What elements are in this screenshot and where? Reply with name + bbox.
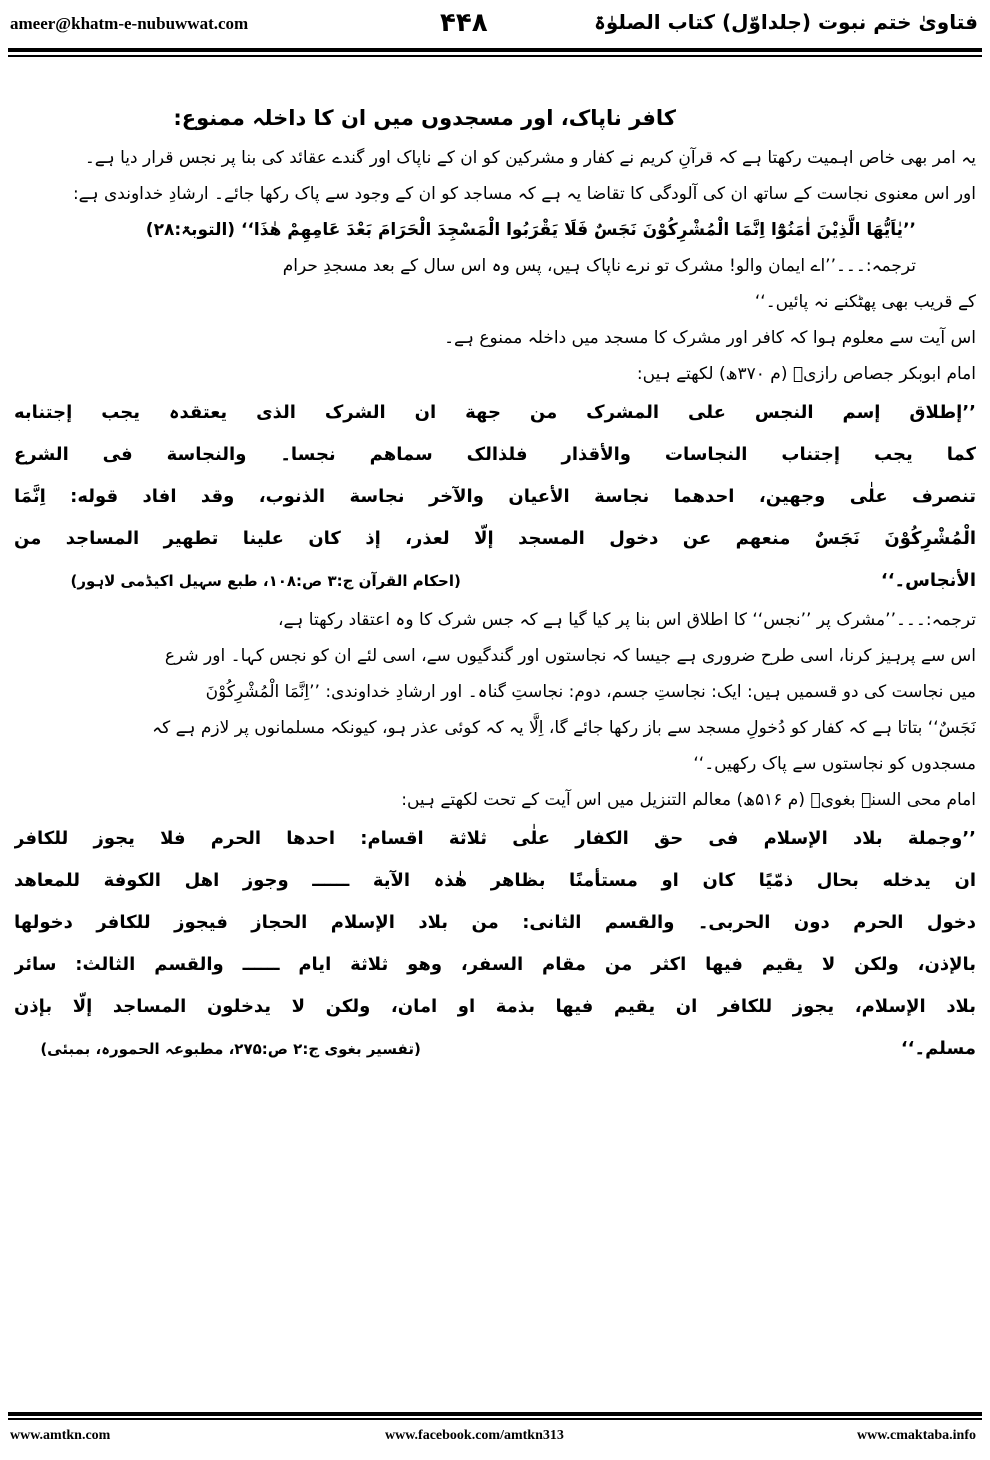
paragraph-line: نَجَسٌ‘‘ بتاتا ہے کہ کفار کو دُخولِ مسجد سے باز رکھا جائے گا، اِلَّا یہ کہ کوئی عذر ہو، کیونکہ مسلمانوں پر لازم ہے کہ bbox=[152, 718, 976, 738]
arabic-quote-line: تنصرف علٰی وجھین، احدھما نجاسة الأعیان والآخر نجاسة الذنوب، وقد افاد قوله: اِنَّمَا bbox=[14, 486, 976, 507]
arabic-quote-line: کما یجب إجتناب النجاسات والأقذار فلذالک سماھم نجسا۔ والنجاسة فی الشرع bbox=[14, 444, 976, 465]
paragraph-line: امام محی السنۃ بغویؒ (م ۵۱۶ھ) معالم التنزیل میں اس آیت کے تحت لکھتے ہیں: bbox=[401, 790, 976, 810]
paragraph-line: اور اس معنوی نجاست کے ساتھ ان کی آلودگی کا تقاضا یہ ہے کہ مساجد کو ان کے وجود سے پاک رکھا جائے۔ ارشادِ خداوندی ہے: bbox=[72, 184, 976, 204]
header-rule-thin bbox=[8, 55, 982, 57]
arabic-quote-line: دخول الحرم دون الحربی۔ والقسم الثانی: من بلاد الإسلام الحجاز فیجوز للکافر دخولھا bbox=[14, 912, 976, 933]
header-email: ameer@khatm-e-nubuwwat.com bbox=[10, 14, 249, 33]
quote-end: الأنجاس۔‘‘ bbox=[880, 570, 976, 591]
footer-link-facebook[interactable]: www.facebook.com/amtkn313 bbox=[385, 1428, 564, 1443]
page-body bbox=[14, 96, 976, 1070]
quran-verse: ’’یٰاَیُّھَا الَّذِیْنَ اٰمَنُوْٓا اِنَّمَا الْمُشْرِکُوْنَ نَجَسٌ فَلَا یَقْرَبُوا الْمَسْجِدَ الْحَرَامَ بَعْدَ عَامِھِمْ ھٰذَا‘‘ (التوبۃ:۲۸) bbox=[145, 220, 916, 240]
arabic-quote-line: ’’وجملة بلاد الإسلام فی حق الکفار علٰی ثلاثة اقسام: احدھا الحرم فلا یجوز للکافر bbox=[14, 828, 976, 849]
arabic-quote-line bbox=[14, 1028, 976, 1070]
page-header bbox=[0, 8, 990, 48]
quote-source: (تفسیر بغوی ج:۲ ص:۲۷۵، مطبوعہ الحمورہ، بمبئی) bbox=[40, 1040, 421, 1058]
quote-end: مسلم۔‘‘ bbox=[900, 1038, 976, 1059]
header-rule bbox=[8, 48, 982, 52]
arabic-quote-line: الْمُشْرِکُوْنَ نَجَسٌ منعھم عن دخول المسجد إلّا لعذر، إذ کان علینا تطھیر المساجد من bbox=[14, 528, 976, 549]
paragraph-line: ترجمہ:۔۔۔’’اے ایمان والو! مشرک تو نرے ناپاک ہیں، پس وہ اس سال کے بعد مسجدِ حرام bbox=[282, 256, 916, 276]
section-heading: کافر ناپاک، اور مسجدوں میں ان کا داخلہ ممنوع: bbox=[173, 106, 676, 130]
arabic-quote-line: ان یدخله بحال ذمّیًا کان او مستأمنًا بظاھر ھٰذہ الآیة ــــــ وجوز اھل الکوفة للمعاھد bbox=[14, 870, 976, 891]
arabic-quote-line: بلاد الإسلام، یجوز للکافر ان یقیم فیھا بذمة او امان، ولکن لا یدخلون المساجد إلّا بإذن bbox=[14, 996, 976, 1017]
paragraph-line: اس آیت سے معلوم ہوا کہ کافر اور مشرک کا مسجد میں داخلہ ممنوع ہے۔ bbox=[444, 328, 976, 348]
paragraph-line: اس سے پرہیز کرنا، اسی طرح ضروری ہے جیسا کہ نجاستوں اور گندگیوں سے، اسی لئے ان کو نجس کہا۔ اور شرع bbox=[164, 646, 976, 666]
paragraph-line: یہ امر بھی خاص اہمیت رکھتا ہے کہ قرآنِ کریم نے کفار و مشرکین کو ان کے ناپاک اور گندے عقائد کی بنا پر نجس قرار دیا ہے۔ bbox=[84, 148, 976, 168]
arabic-quote-line bbox=[14, 560, 976, 602]
book-title: فتاویٰ ختم نبوت (جلداوّل) کتاب الصلوٰۃ bbox=[594, 10, 978, 34]
footer-link-cmaktaba[interactable]: www.cmaktaba.info bbox=[856, 1428, 976, 1443]
arabic-quote-line: ’’إطلاق إسم النجس علی المشرک من جھة ان الشرک الذی یعتقدہ یجب إجتنابه bbox=[14, 402, 976, 423]
paragraph-line: کے قریب بھی پھٹکنے نہ پائیں۔‘‘ bbox=[754, 292, 976, 312]
page-number: ۴۴۸ bbox=[440, 8, 488, 38]
footer-link-amtkn[interactable]: www.amtkn.com bbox=[10, 1428, 111, 1443]
arabic-quote-line: بالإذن، ولکن لا یقیم فیھا اکثر من مقام السفر، وھو ثلاثة ایام ــــــ والقسم الثالث: سائر bbox=[14, 954, 976, 975]
footer-rule-thin bbox=[8, 1418, 982, 1420]
paragraph-line: ترجمہ:۔۔۔’’مشرک پر ’’نجس‘‘ کا اطلاق اس بنا پر کیا گیا ہے کہ جس شرک کا وہ اعتقاد رکھتا ہے، bbox=[277, 610, 976, 630]
paragraph-line: امام ابوبکر جصاص رازیؒ (م ۳۷۰ھ) لکھتے ہیں: bbox=[636, 364, 976, 384]
footer-rule bbox=[8, 1412, 982, 1416]
paragraph-line: میں نجاست کی دو قسمیں ہیں: ایک: نجاستِ جسم، دوم: نجاستِ گناہ۔ اور ارشادِ خداوندی: ’’اِنَّمَا الْمُشْرِکُوْنَ bbox=[205, 682, 976, 702]
quote-source: (احکام القرآن ج:۳ ص:۱۰۸، طبع سہیل اکیڈمی لاہور) bbox=[70, 572, 461, 590]
paragraph-line: مسجدوں کو نجاستوں سے پاک رکھیں۔‘‘ bbox=[693, 754, 976, 774]
